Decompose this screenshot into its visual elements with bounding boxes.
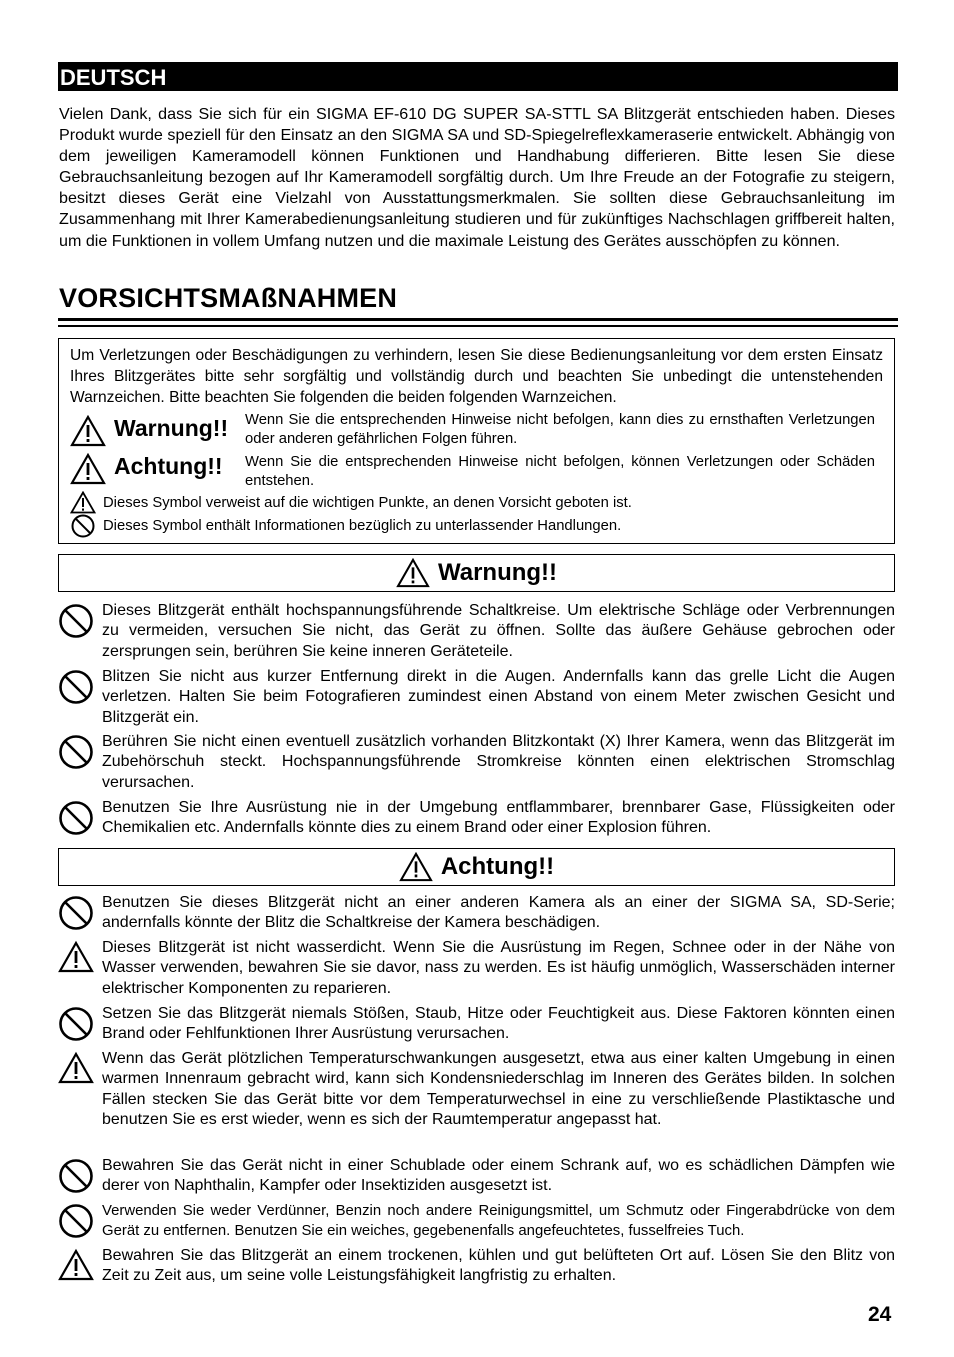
title-rule-thick <box>58 318 898 321</box>
caution-section-title: Achtung!! <box>440 853 555 880</box>
page-number: 24 <box>868 1303 892 1326</box>
legend-warning <box>70 415 228 447</box>
legend-symbol-prohibit-text: Dieses Symbol enthält Informationen bezüglich zu unterlassender Handlungen. <box>103 518 622 534</box>
prohibit-icon <box>70 514 96 538</box>
warning-item-text: Benutzen Sie Ihre Ausrüstung nie in der Umgebung entflammbarer, brennbarer Gase, Flüssigkeiten oder Chemikalien etc. Andernfalls könnte dies zu einem Brand oder einer Explosion führen. <box>102 799 895 837</box>
warning-item-text: Berühren Sie nicht einen eventuell zusätzlich vorhanden Blitzkontakt (X) Ihrer Kamera, wenn das Blitzgerät im Zubehörschuh steckt. Hochspannungsführende Stromkreise könnten einen elektrischen Stromschlag verursachen. <box>102 733 895 791</box>
caution-item-text: Verwenden Sie weder Verdünner, Benzin noch andere Reinigungsmittel, um Schmutz oder Fingerabdrücke von dem Gerät zu entfernen. Benutzen Sie ein weiches, gegebenenfalls angefeuchtetes, fusselfreies Tuch. <box>102 1203 895 1240</box>
caution-icon <box>58 940 94 974</box>
caution-icon <box>396 558 430 588</box>
title-rule-thin <box>58 325 898 327</box>
warning-section-title: Warnung!! <box>437 559 558 586</box>
caution-item-text: Wenn das Gerät plötzlichen Temperaturschwankungen ausgesetzt, etwa aus einer kalten Umgebung in einen warmen Innenraum gebracht wird, kann sich Kondensniederschlag im Inneren des Gerätes bilden. In solchen Fällen stecken Sie das Gerät bitte vor dem Temperaturwechsel in eine zu verschließende Plastiktasche und benutzen Sie es erst wieder, wenn es sich der Raumtemperatur angepasst hat. <box>102 1050 895 1129</box>
language-header: DEUTSCH <box>58 62 898 91</box>
notice-box <box>58 338 895 544</box>
legend-symbol-prohibit <box>70 514 621 538</box>
prohibit-icon <box>58 734 94 770</box>
legend-symbol-caution-text: Dieses Symbol verweist auf die wichtigen Punkte, an denen Vorsicht geboten ist. <box>103 494 632 511</box>
notice-text: Um Verletzungen oder Beschädigungen zu verhindern, lesen Sie diese Bedienungsanleitung vor dem ersten Einsatz Ihres Blitzgerätes bitte sehr sorgfältig und vollständig durch und beachten Sie unbedingt die untenstehenden Warnzeichen. Bitte beachten Sie folgenden die beiden folgenden Warnzeichen. <box>70 347 883 406</box>
caution-item-text: Dieses Blitzgerät ist nicht wasserdicht. Wenn Sie die Ausrüstung im Regen, Schnee oder in der Nähe von Wasser verwenden, bewahren Sie sie davor, nass zu werden. Es ist häufig unmöglich, Wasserschäden interner elektrischer Komponenten zu reparieren. <box>102 939 895 997</box>
intro-paragraph: Vielen Dank, dass Sie sich für ein SIGMA EF-610 DG SUPER SA-STTL SA Blitzgerät entschieden haben. Dieses Produkt wurde speziell für den Einsatz an den SIGMA SA und SD-Spiegelreflexkameraserie entwickelt. Abhängig von dem jeweiligen Kameramodell können Funktionen und Handhabung differieren. Bitte lesen Sie diese Gebrauchsanleitung bezogen auf Ihr Kameramodell sorgfältig durch. Um Ihre Freude an der Fotografie zu steigern, besitzt dieses Gerät eine Vielzahl von Ausstattungsmerkmalen. Sie sollten diese Gebrauchsanleitung im Zusammenhang mit Ihrer Kamerabedienungsanleitung studieren und für zukünftiges Nachschlagen griffbereit halten, um die Funktionen in vollem Umfang nutzen und die maximale Leistung des Gerätes ausschöpfen zu können. <box>59 105 895 250</box>
legend-caution-desc: Wenn Sie die entsprechenden Hinweise nicht befolgen, können Verletzungen oder Schäden entstehen. <box>245 454 875 489</box>
prohibit-icon <box>58 1203 94 1239</box>
warning-item-text: Blitzen Sie nicht aus kurzer Entfernung direkt in die Augen. Andernfalls kann das grelle Licht die Augen verletzen. Halten Sie beim Fotografieren zumindest einen Abstand von einem Meter zwischen Gesicht und Blitzgerät ein. <box>102 668 895 726</box>
prohibit-icon <box>58 1006 94 1042</box>
caution-item-text: Bewahren Sie das Gerät nicht in einer Schublade oder einem Schrank auf, wo es schädlichen Dämpfen wie derer von Naphthalin, Kampfer oder Insektiziden ausgesetzt ist. <box>102 1157 895 1195</box>
caution-icon <box>58 1051 94 1085</box>
warning-item-text: Dieses Blitzgerät enthält hochspannungsführende Schaltkreise. Um elektrische Schläge oder Verbrennungen zu vermeiden, versuchen Sie nicht, das Gerät zu öffnen. Sollte das äußere Gehäuse gebrochen oder zersprungen sein, berühren Sie keine inneren Geräteteile. <box>102 602 895 660</box>
prohibit-icon <box>58 669 94 705</box>
prohibit-icon <box>58 603 94 639</box>
caution-item-text: Bewahren Sie das Blitzgerät an einem trockenen, kühlen und gut belüfteten Ort auf. Lösen Sie den Blitz von Zeit zu Zeit aus, um seine volle Leistungsfähigkeit langfristig zu erhalten. <box>102 1247 895 1285</box>
legend-warning-label: Warnung!! <box>114 415 229 441</box>
legend-caution <box>70 453 223 485</box>
caution-icon <box>70 491 96 514</box>
caution-icon <box>58 1248 94 1282</box>
caution-item-text: Setzen Sie das Blitzgerät niemals Stößen, Staub, Hitze oder Feuchtigkeit aus. Diese Faktoren könnten einen Brand oder Fehlfunktionen Ihrer Ausrüstung verursachen. <box>102 1005 895 1043</box>
legend-symbol-caution <box>70 491 632 514</box>
page-title: VORSICHTSMAßNAHMEN <box>59 283 398 313</box>
prohibit-icon <box>58 800 94 836</box>
warning-section-header <box>58 554 895 592</box>
legend-caution-label: Achtung!! <box>114 453 223 479</box>
caution-icon <box>399 852 433 882</box>
caution-item-text: Benutzen Sie dieses Blitzgerät nicht an einer anderen Kamera als an einer der SIGMA SA, SD-Serie; andernfalls könnte der Blitz die Schaltkreise der Kamera beschädigen. <box>102 894 895 932</box>
prohibit-icon <box>58 895 94 931</box>
caution-section-header <box>58 848 895 886</box>
prohibit-icon <box>58 1158 94 1194</box>
caution-icon <box>70 453 106 485</box>
legend-warning-desc: Wenn Sie die entsprechenden Hinweise nicht befolgen, kann dies zu ernsthaften Verletzungen oder anderen gefährlichen Folgen führen. <box>245 412 875 447</box>
caution-icon <box>70 415 106 447</box>
